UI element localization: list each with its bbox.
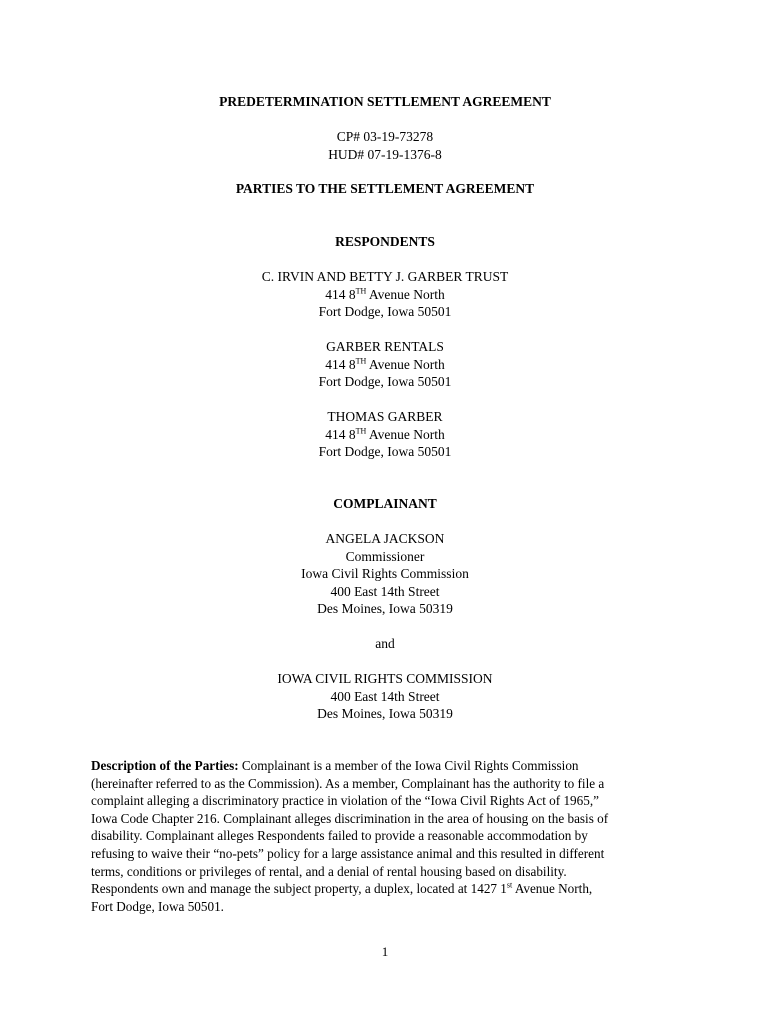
complainant-street: 400 East 14th Street xyxy=(330,583,440,599)
respondent-block xyxy=(0,268,770,321)
complainant-name: ANGELA JACKSON xyxy=(325,531,445,546)
respondent-city: Fort Dodge, Iowa 50501 xyxy=(318,444,452,459)
respondent-city: Fort Dodge, Iowa 50501 xyxy=(318,374,452,389)
description-line: complaint alleging a discriminatory practice in violation of the “Iowa Civil Rights Act of 1965,” xyxy=(91,793,599,809)
commission-block xyxy=(0,670,770,723)
document-title: PREDETERMINATION SETTLEMENT AGREEMENT xyxy=(219,94,551,109)
complainant-title: Commissioner xyxy=(345,548,425,564)
commission-name: IOWA CIVIL RIGHTS COMMISSION xyxy=(277,671,493,686)
cp-number: CP# 03-19-73278 xyxy=(336,129,434,144)
complainant-city: Des Moines, Iowa 50319 xyxy=(317,601,453,616)
respondent-block xyxy=(0,408,770,461)
respondent-block xyxy=(0,338,770,391)
respondent-street: 414 8TH Avenue North xyxy=(325,426,445,442)
respondent-city: Fort Dodge, Iowa 50501 xyxy=(318,304,452,319)
page-number: 1 xyxy=(381,944,389,959)
description-line: Respondents own and manage the subject property, a duplex, located at 1427 1st Avenue North, xyxy=(91,880,593,897)
parties-heading: PARTIES TO THE SETTLEMENT AGREEMENT xyxy=(235,181,535,196)
description-line: (hereinafter referred to as the Commission). As a member, Complainant has the authority to file a xyxy=(91,775,605,791)
and-text: and xyxy=(375,636,395,651)
respondents-heading: RESPONDENTS xyxy=(335,234,435,249)
respondent-name: C. IRVIN AND BETTY J. GARBER TRUST xyxy=(261,269,509,284)
complainant-block xyxy=(0,530,770,618)
description-line: refusing to waive their “no-pets” policy for a large assistance animal and this resulted in different xyxy=(91,845,605,861)
description-line: Description of the Parties: Complainant is a member of the Iowa Civil Rights Commission xyxy=(91,758,579,773)
description-label: Description of the Parties: xyxy=(91,758,239,773)
description-line: terms, conditions or privileges of rental, and a denial of rental housing based on disability. xyxy=(91,863,567,879)
respondent-street: 414 8TH Avenue North xyxy=(325,286,445,302)
complainant-heading: COMPLAINANT xyxy=(333,496,437,511)
respondent-name: GARBER RENTALS xyxy=(326,339,444,354)
complainant-org: Iowa Civil Rights Commission xyxy=(301,566,469,581)
respondent-street: 414 8TH Avenue North xyxy=(325,356,445,372)
respondent-name: THOMAS GARBER xyxy=(327,409,443,424)
description-line: Iowa Code Chapter 216. Complainant alleges discrimination in the area of housing on the basis of xyxy=(91,810,609,826)
description-line: disability. Complainant alleges Respondents failed to provide a reasonable accommodation by xyxy=(91,828,588,844)
description-paragraph xyxy=(91,757,681,915)
commission-city: Des Moines, Iowa 50319 xyxy=(317,706,453,721)
commission-street: 400 East 14th Street xyxy=(330,688,440,704)
hud-number: HUD# 07-19-1376-8 xyxy=(328,147,442,162)
description-line: Fort Dodge, Iowa 50501. xyxy=(91,898,224,914)
